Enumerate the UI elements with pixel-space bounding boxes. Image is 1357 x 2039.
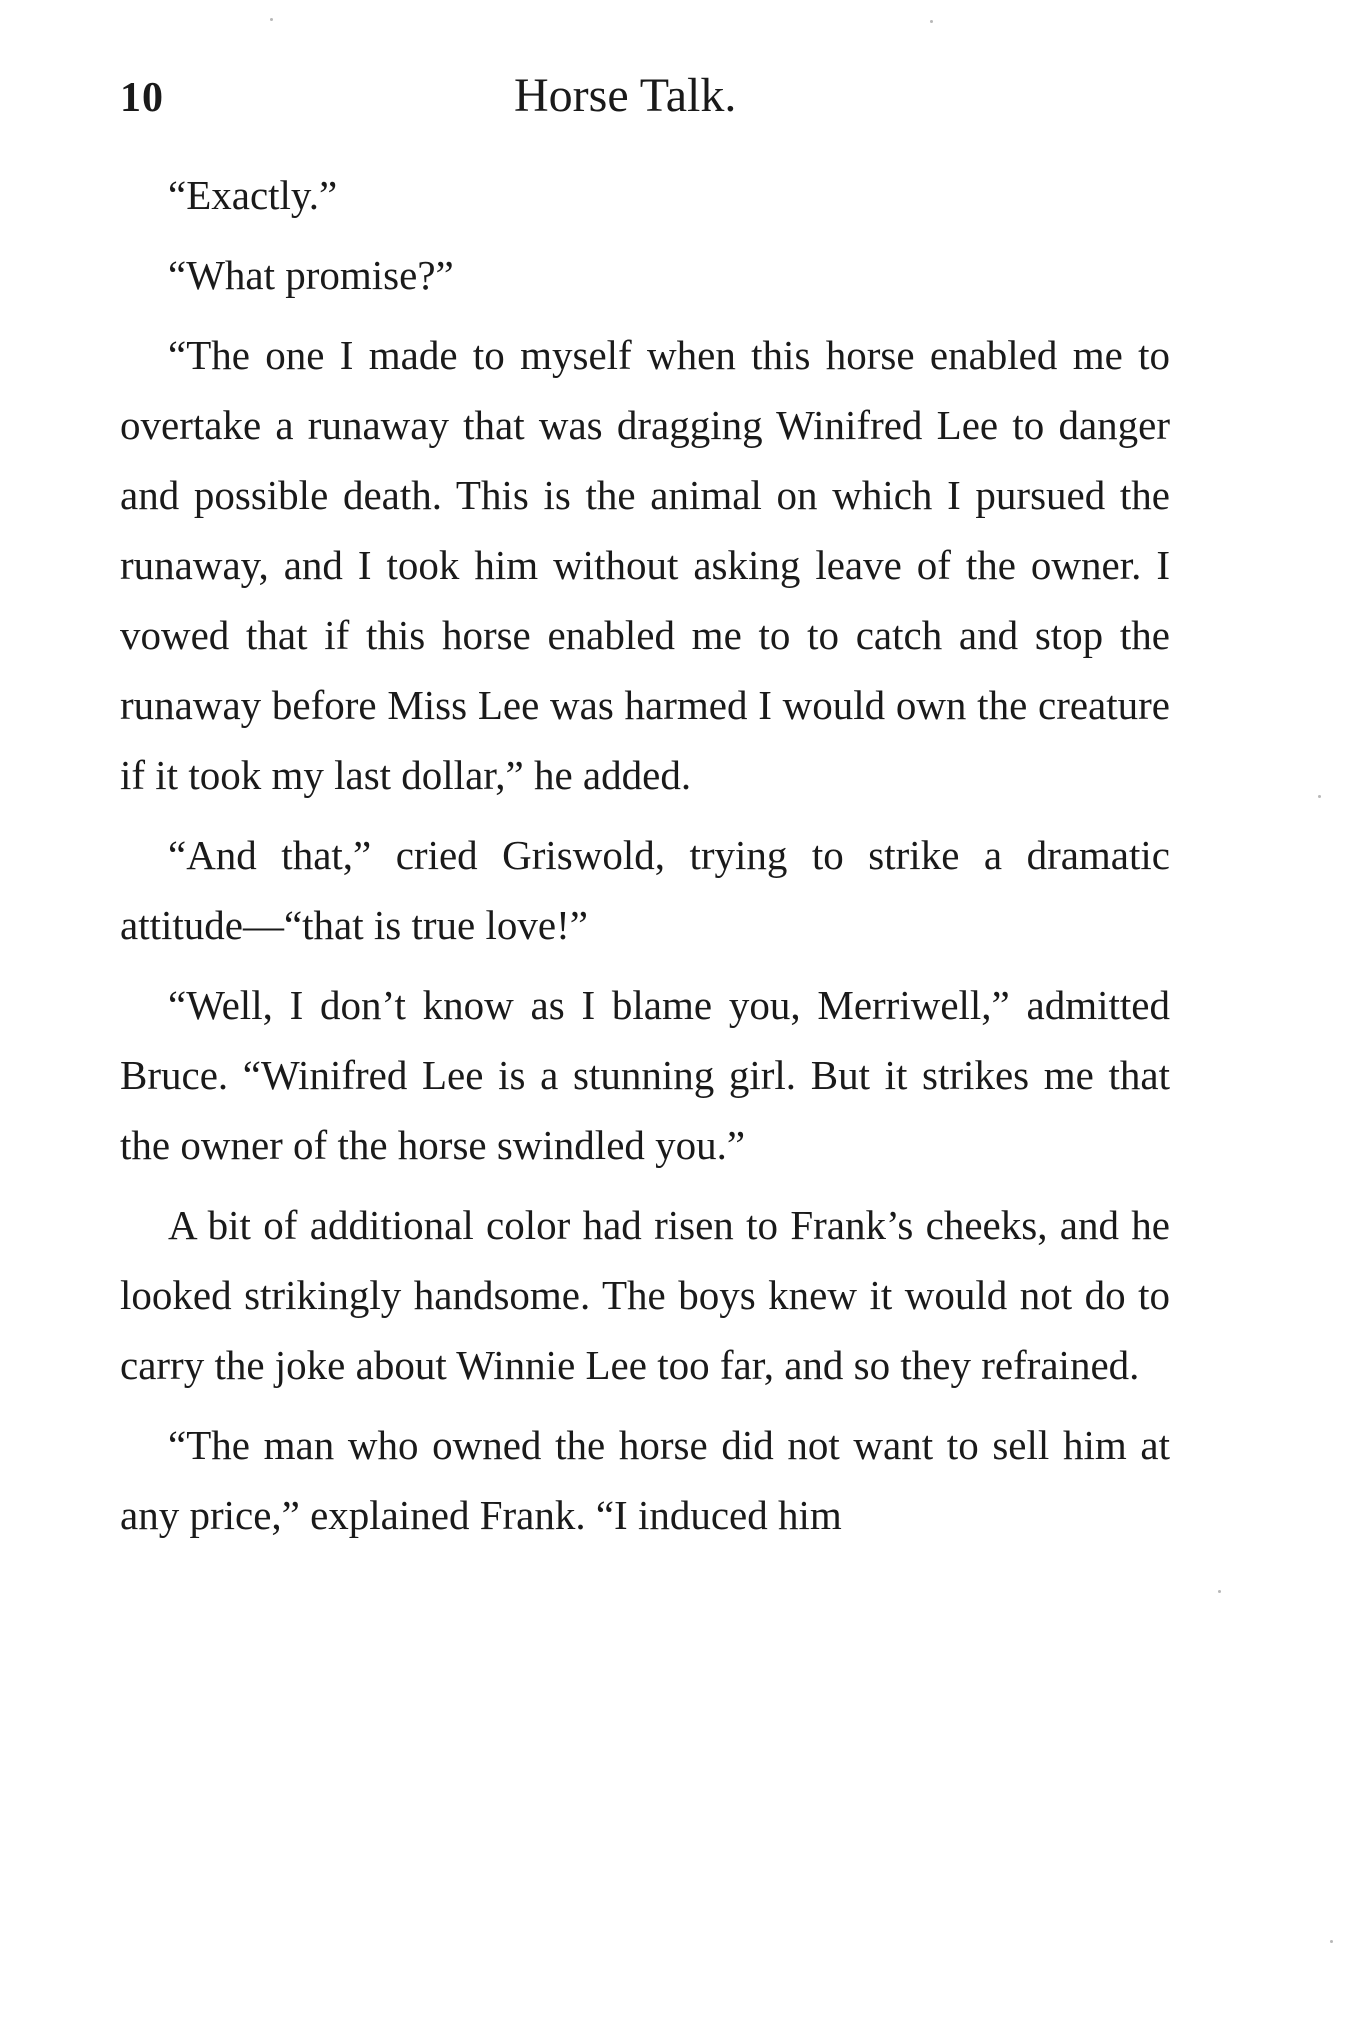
scan-speck (270, 18, 273, 21)
paragraph: “And that,” cried Griswold, trying to strike a dramatic attitude—“that is true love!” (120, 832, 1170, 948)
scan-speck (1318, 795, 1321, 798)
scan-speck (930, 20, 933, 23)
page-number: 10 (120, 75, 164, 121)
paragraph: “What promise?” (168, 252, 454, 298)
paragraph: “Exactly.” (168, 172, 338, 218)
scan-speck (1218, 1590, 1221, 1593)
paragraph: A bit of additional color had risen to Frank’s cheeks, and he looked strikingly handsome. The boys knew it would not do to carry the joke about Winnie Lee too far, and so they refrained. (120, 1202, 1170, 1388)
scan-speck (1330, 1940, 1333, 1943)
paragraph: “Well, I don’t know as I blame you, Merriwell,” admitted Bruce. “Winifred Lee is a stunning girl. But it strikes me that the owner of the horse swindled you.” (120, 982, 1170, 1168)
paragraph: “The man who owned the horse did not want to sell him at any price,” explained Frank. “I induced him (120, 1422, 1170, 1538)
paragraph: “The one I made to myself when this horse enabled me to overtake a runaway that was dragging Winifred Lee to danger and possible death. This is the animal on which I pursued the runaway, and I took him without asking leave of the owner. I vowed that if this horse enabled me to to catch and stop the runaway before Miss Lee was harmed I would own the creature if it took my last dollar,” he added. (120, 332, 1170, 798)
page-header (120, 68, 1170, 138)
running-title: Horse Talk. (514, 69, 737, 122)
body-text (120, 160, 1170, 1560)
